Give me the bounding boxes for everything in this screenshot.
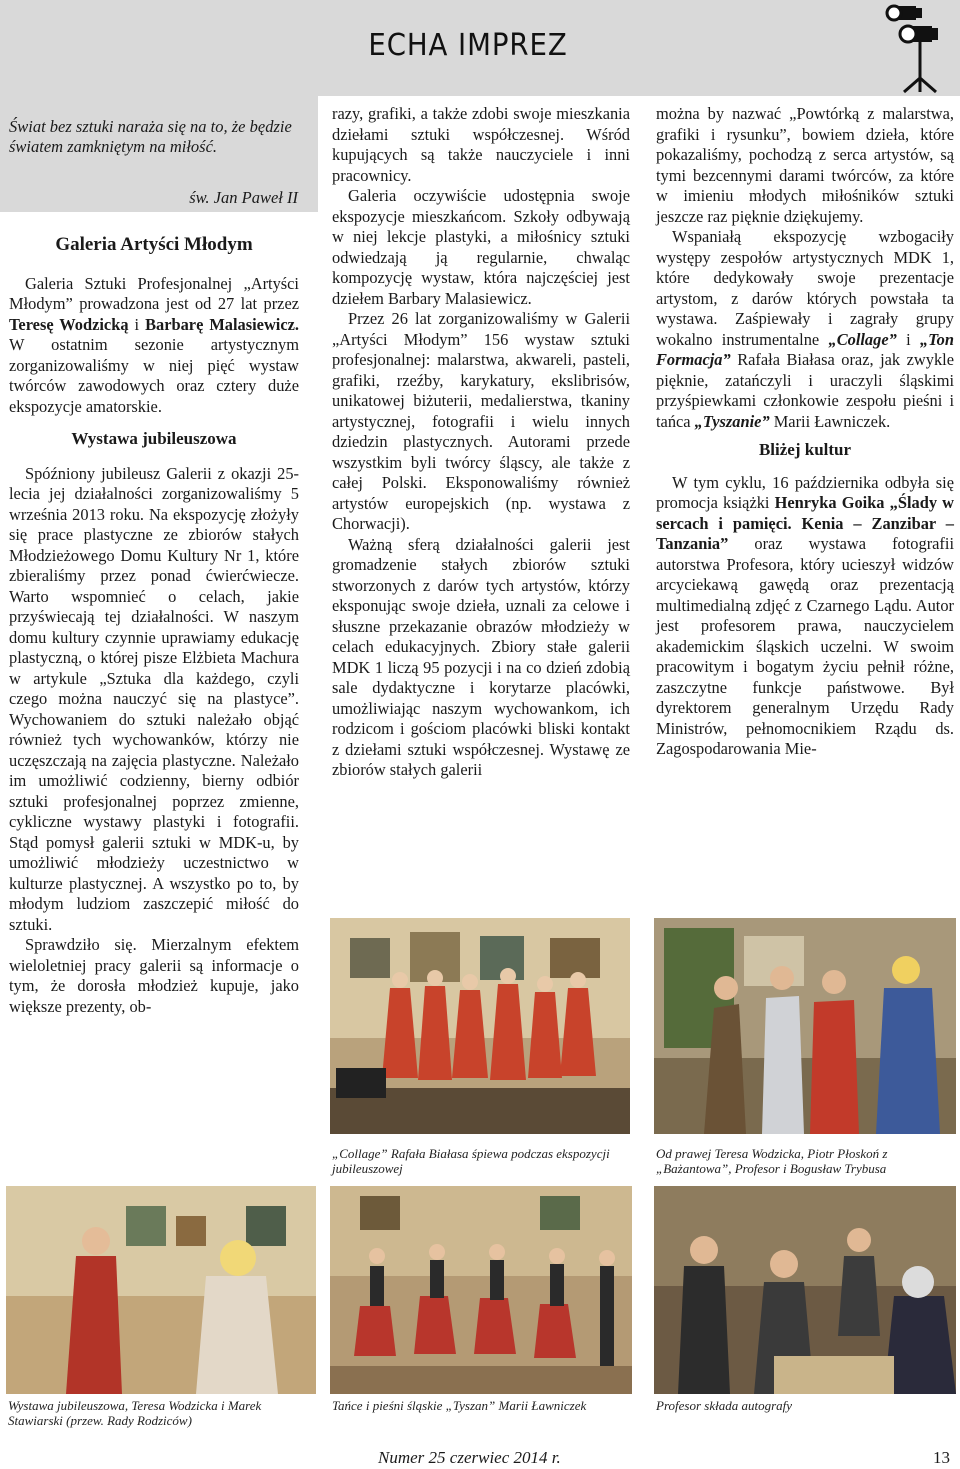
caption-stawiarski: Wystawa jubileuszowa, Teresa Wodzicka i Marek Stawiarski (przew. Rady Rodziców) xyxy=(8,1398,262,1428)
paragraph-intro: Galeria Sztuki Profesjonalnej „Artyści Młodym” prowadzona jest od 27 lat przez Teresę Wodzicką i Barbarę Malasiewicz. W ostatnim sezonie artystycznym zorganizowaliśmy w niej pięć wystaw twórców zawodowych oraz cztery duże ekspozycje amatorskie. xyxy=(9,273,299,416)
spotlight-icon xyxy=(880,2,952,94)
paragraph-galeria-udostepnia: Galeria oczywiście udostępnia swoje ekspozycje mieszkańcom. Szkoły odbywają w niej lekcje plastyki, a miłośnicy sztuki odwiedzają ją regularnie, chwaląc kompozycję wystaw, która najczęściej jest dziełem Barbary Malasiewicz. xyxy=(332,186,630,308)
quote-text: Świat bez sztuki naraża się na to, że będzie światem zamkniętym na miłość. xyxy=(9,117,292,156)
paragraph-wystepy: Wspaniałą ekspozycję wzbogaciły występy zespołów artystycznych MDK 1, które dedykowały swoje prezentacje artystom, z darów których powstała ta wystawa. Zaśpiewały i zagrały grupy wokalno instrumentalne „Collage” i „Ton Formacja” Rafała Białasa oraz, jak zwykle pięknie, zatańczyli i uraczyli śląskimi przyśpiewkami członkowie zespołu pieśni i tańca „Tyszanie” Marii Ławniczek. xyxy=(656,227,954,431)
heading-blizej-kultur: Bliżej kultur xyxy=(758,440,852,459)
paragraph-goik: W tym cyklu, 16 października odbyła się promocja książki Henryka Goika „Ślady w sercach i pamięci. Kenia – Zanzibar – Tanzania” oraz wystawa fotografii autorstwa Profesora, który ucieszył widzów arcyciekawą gawędą oraz prezentacją multimedialną zdjęć z Czarnego Lądu. Autor jest profesorem prawa, nauczycielem akademickim śląskich uczelni. W swoim pracowitym i bogatym życiu pełnił różne, zaszczytne funkcje państwowe. Był dyrektorem generalnym Urzędu Rady Ministrów, pełnomocnikiem Rządu ds. Zagospodarowania Mie- xyxy=(656,472,954,758)
caption-trybusa: Od prawej Teresa Wodzicka, Piotr Płoskoń z „Bażantowa”, Profesor i Bogusław Trybusa xyxy=(656,1146,888,1176)
page-number: 13 xyxy=(933,1448,950,1467)
caption-autografy: Profesor składa autografy xyxy=(656,1398,793,1413)
article-column-2 xyxy=(332,104,630,781)
paragraph-obrazy: razy, grafiki, a także zdobi swoje mieszkania dziełami sztuki współczesnej. Wśród kupujących są także nauczyciele i inni pracownicy. xyxy=(332,104,630,185)
article-column-1 xyxy=(9,234,299,1017)
paragraph-26-lat: Przez 26 lat zorganizowaliśmy w Galerii „Artyści Młodym” 156 wystaw sztuki profesjonalnej: malarstwa, akwareli, pasteli, grafiki, rzeźby, karykatury, ekslibrisów, unikatowej biżuterii, medalierstwa, tkaniny artystycznej, fotografii i wielu innych dziedzin plastycznych. Autorami przede wszystkim byli twórcy śląscy, ale także z całej Polski. Eksponowaliśmy również artystów europejskich (np. wystawa z Chorwacji). xyxy=(332,309,630,533)
photo-collage-choir xyxy=(330,918,630,1134)
quote-author: św. Jan Paweł II xyxy=(189,188,298,207)
photo-tyszanie xyxy=(330,1186,632,1394)
heading-wystawa: Wystawa jubileuszowa xyxy=(71,429,237,448)
photo-group-trybusa xyxy=(654,918,956,1134)
paragraph-powtorka: można by nazwać „Powtórką z malarstwa, grafiki i rysunku”, bowiem dzieła, które pokazaliśmy, pochodzą z serca artystów, są tymi bezcennymi darami twórców, za które w imieniu młodych miłośników sztuki jeszcze raz pięknie dziękujemy. xyxy=(656,104,954,226)
heading-galeria: Galeria Artyści Młodym xyxy=(55,234,253,255)
article-column-3 xyxy=(656,104,954,760)
caption-collage: „Collage” Rafała Białasa śpiewa podczas ekspozycji jubileuszowej xyxy=(332,1146,610,1176)
caption-tyszanie: Tańce i pieśni śląskie „Tyszan” Marii Ławniczek xyxy=(332,1398,587,1413)
issue-footer: Numer 25 czerwiec 2014 r. xyxy=(378,1448,561,1467)
photo-autografy xyxy=(654,1186,956,1394)
paragraph-jubileusz: Spóźniony jubileusz Galerii z okazji 25-lecia jej działalności zorganizowaliśmy 5 września 2013 roku. Na ekspozycję złożyły się prace plastyczne ze zbiorów stałych Młodzieżowego Domu Kultury Nr 1, które zbieraliśmy przez ponad ćwierćwiecze. Warto wspomnieć o celach, jakie przyświecają tej działalności. W naszym domu kultury czynnie uprawiamy edukację plastyczną, o której pisze Elżbieta Machura w artykule „Sztuka dla każdego, czyli czego można nauczyć się na plastyce”. Wychowaniem do sztuki należało objąć również tych wychowanków, którzy nie uczęszczają na zajęcia plastyczne. Należało im umożliwić codzienny, bierny odbiór sztuki profesjonalnej poprzez zmienne, cykliczne wystawy plastyki i fotografii. Stąd pomysł galerii sztuki w MDK-u, by umożliwić młodzieży uczestnictwo w kulturze plastycznej. A wszystko po to, by młodym ludziom zaszczepić miłość do sztuki. xyxy=(9,463,299,934)
section-title: ECHA IMPREZ xyxy=(368,28,568,63)
paragraph-sprawdzilo: Sprawdziło się. Mierzalnym efektem wieloletniej pracy galerii są informacje o tym, że dorosła młodzież kupuje, jako większe prezenty, ob- xyxy=(9,935,299,1016)
photo-stawiarski xyxy=(6,1186,316,1394)
paragraph-zbiory: Ważną sferą działalności galerii jest gromadzenie stałych zbiorów sztuki stworzonych z darów tych artystów, którzy eksponując swoje dzieła, uznali za celowe i słuszne przekazanie obrazów młodzieży w celach edukacyjnych. Zbiory stałe galerii MDK 1 liczą 95 pozycji i na co dzień zdobią sale dydaktyczne i korytarze placówki, umożliwiając naszym wychowankom, ich rodzicom i gościom placówki bliski kontakt z dziełami sztuki współczesnej. Wystawę ze zbiorów stałych galerii xyxy=(332,534,630,779)
